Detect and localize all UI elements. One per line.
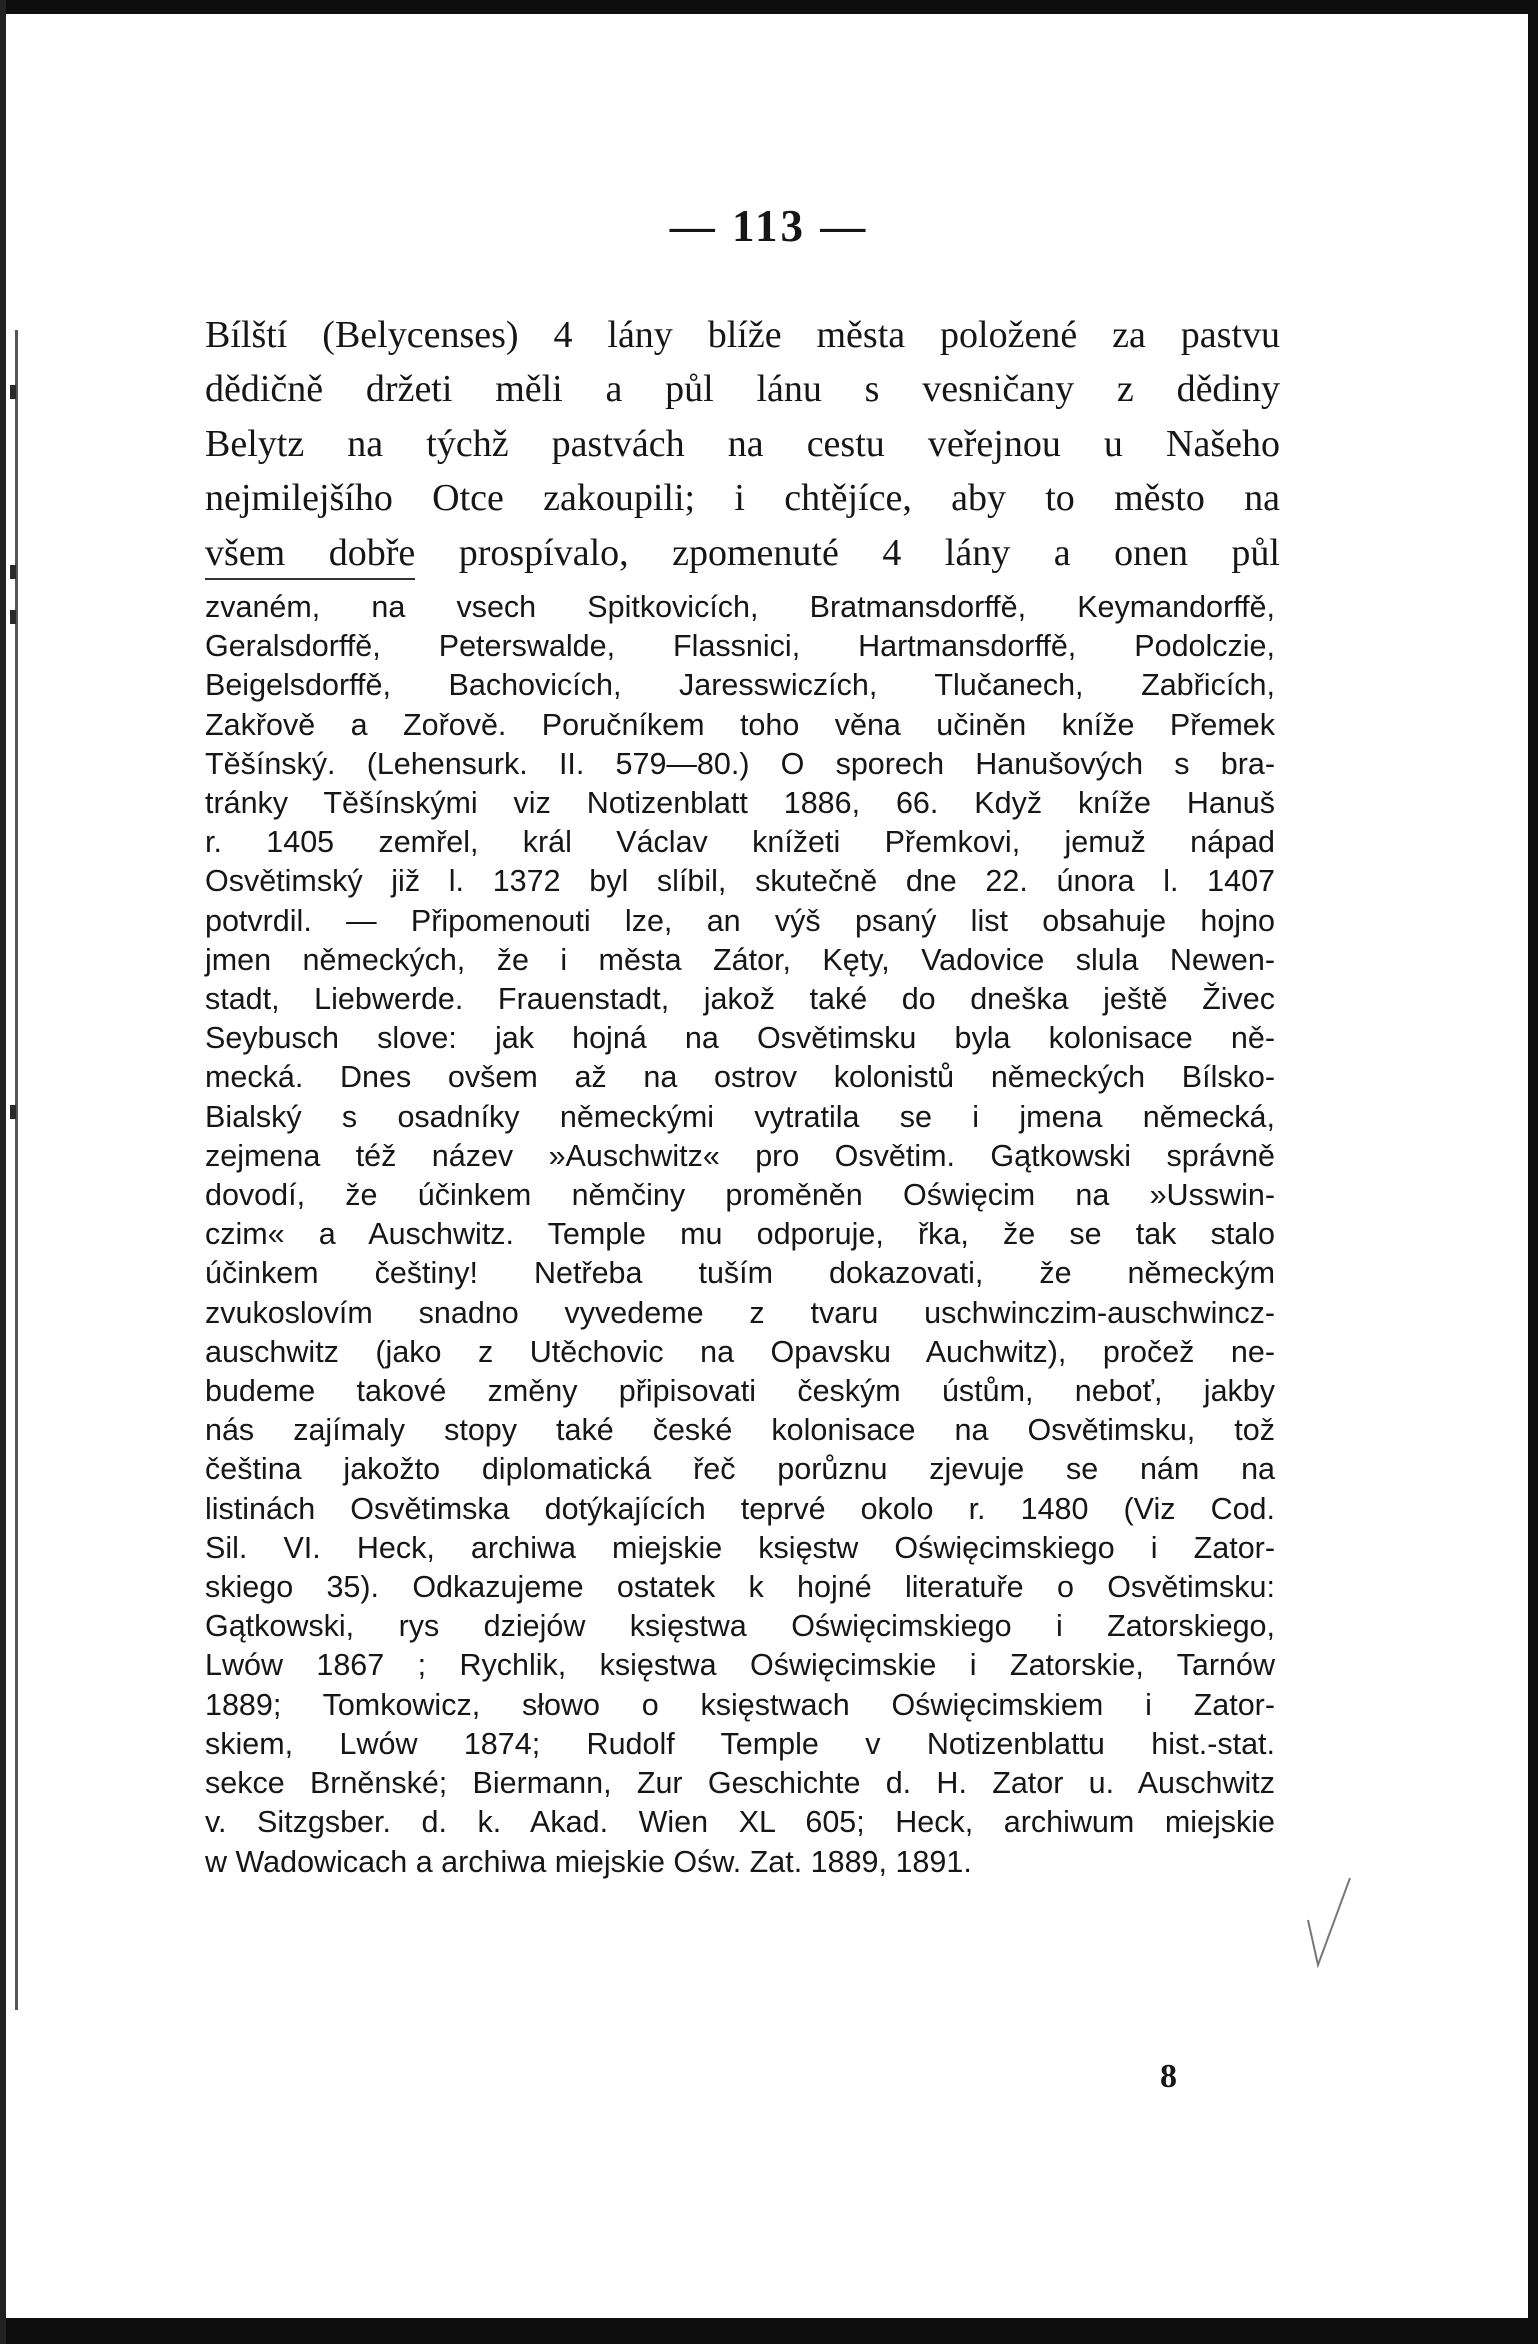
footnote-line: Seybusch slove: jak hojná na Osvětimsku byla kolonisace ně-	[205, 1021, 1275, 1056]
scan-border-right	[1528, 0, 1538, 2344]
footnote-line: w Wadowicach a archiwa miejskie Ośw. Zat. 1889, 1891.	[205, 1844, 972, 1879]
footnote-line: 1889; Tomkowicz, słowo o księstwach Oświęcimskiem i Zator-	[205, 1687, 1275, 1722]
main-text	[205, 308, 1280, 580]
footnote-line: zvukoslovím snadno vyvedeme z tvaru uschwinczim-auschwincz-	[205, 1295, 1275, 1330]
footnote-line: účinkem češtiny! Netřeba tuším dokazovati, že německým	[205, 1256, 1275, 1291]
footnote-line: Beigelsdorffě, Bachovicích, Jaresswiczích, Tlučanech, Zabřicích,	[205, 668, 1275, 703]
pencil-tick-mark	[1300, 1870, 1360, 1980]
footnote-line: Gątkowski, rys dziejów księstwa Oświęcimskiego i Zatorskiego,	[205, 1609, 1275, 1644]
footnote-line: skiem, Lwów 1874; Rudolf Temple v Notizenblattu hist.-stat.	[205, 1726, 1275, 1761]
footnote-line: skiego 35). Odkazujeme ostatek k hojné literatuře o Osvětimsku:	[205, 1570, 1275, 1605]
main-text-line: Belytz na týchž pastvách na cestu veřejnou u Našeho	[205, 422, 1280, 465]
footnote-line: r. 1405 zemřel, král Václav knížeti Přemkovi, jemuž nápad	[205, 825, 1275, 860]
footnote-line: dovodí, že účinkem němčiny proměněn Oświęcim na »Usswin-	[205, 1178, 1275, 1213]
scan-border-left	[0, 0, 6, 2344]
footnote-line: sekce Brněnské; Biermann, Zur Geschichte d. H. Zator u. Auschwitz	[205, 1766, 1275, 1801]
footnote-line: Bialský s osadníky německými vytratila se i jmena německá,	[205, 1099, 1275, 1134]
scan-border-bottom	[0, 2318, 1538, 2344]
footnote-line: tránky Těšínskými viz Notizenblatt 1886, 66. Když kníže Hanuš	[205, 786, 1275, 821]
footnote-line: auschwitz (jako z Utěchovic na Opavsku Auchwitz), pročež ne-	[205, 1334, 1275, 1369]
footnote-line: Těšínský. (Lehensurk. II. 579—80.) O sporech Hanušových s bra-	[205, 746, 1275, 781]
gutter-mark	[10, 565, 16, 579]
binding-gutter	[15, 330, 18, 2010]
footnote-line: zejmena též název »Auschwitz« pro Osvětim. Gątkowski správně	[205, 1138, 1275, 1173]
gutter-mark	[10, 1105, 16, 1119]
scan-border-top	[0, 0, 1538, 14]
footnote-line: listinách Osvětimska dotýkajících teprvé okolo r. 1480 (Viz Cod.	[205, 1491, 1275, 1526]
footnote-line: v. Sitzgsber. d. k. Akad. Wien XL 605; Heck, archiwum miejskie	[205, 1805, 1275, 1840]
main-text-line: všem dobře prospívalo, zpomenuté 4 lány a onen půl	[205, 531, 1280, 574]
page-number: — 113 —	[669, 201, 869, 251]
gutter-mark	[10, 385, 16, 399]
footnote-line: stadt, Liebwerde. Frauenstadt, jakož také do dneška ještě Živec	[205, 982, 1275, 1017]
footnote-line: nás zajímaly stopy také české kolonisace na Osvětimsku, tož	[205, 1413, 1275, 1448]
footnote-line: Zakřově a Zořově. Poručníkem toho věna učiněn kníže Přemek	[205, 707, 1275, 742]
footnote-line: Osvětimský již l. 1372 byl slíbil, skutečně dne 22. února l. 1407	[205, 864, 1275, 899]
footnote-line: mecká. Dnes ovšem až na ostrov kolonistů německých Bílsko-	[205, 1060, 1275, 1095]
footnote-line: potvrdil. — Připomenouti lze, an výš psaný list obsahuje hojno	[205, 903, 1275, 938]
footnote-line: Sil. VI. Heck, archiwa miejskie księstw Oświęcimskiego i Zator-	[205, 1530, 1275, 1565]
main-text-line: dědičně držeti měli a půl lánu s vesničany z dědiny	[205, 368, 1280, 411]
footnote-line: budeme takové změny připisovati českým ústům, neboť, jakby	[205, 1374, 1275, 1409]
footnote-line: čeština jakožto diplomatická řeč porůznu zjevuje se nám na	[205, 1452, 1275, 1487]
main-text-line: nejmilejšího Otce zakoupili; i chtějíce, aby to město na	[205, 477, 1280, 520]
footnote-divider	[205, 578, 415, 580]
signature-mark: 8	[1160, 2058, 1177, 2095]
footnote-line: Geralsdorffě, Peterswalde, Flassnici, Hartmansdorffě, Podolczie,	[205, 629, 1275, 664]
footnote	[205, 588, 1275, 1882]
main-text-line: Bílští (Belycenses) 4 lány blíže města položené za pastvu	[205, 314, 1280, 356]
footnote-line: Lwów 1867 ; Rychlik, księstwa Oświęcimskie i Zatorskie, Tarnów	[205, 1648, 1275, 1683]
footnote-line: czim« a Auschwitz. Temple mu odporuje, řka, že se tak stalo	[205, 1217, 1275, 1252]
footnote-line: jmen německých, že i města Zátor, Kęty, Vadovice slula Newen-	[205, 942, 1275, 977]
gutter-mark	[10, 610, 16, 624]
footnote-line: zvaném, na vsech Spitkovicích, Bratmansdorffě, Keymandorffě,	[205, 590, 1275, 624]
